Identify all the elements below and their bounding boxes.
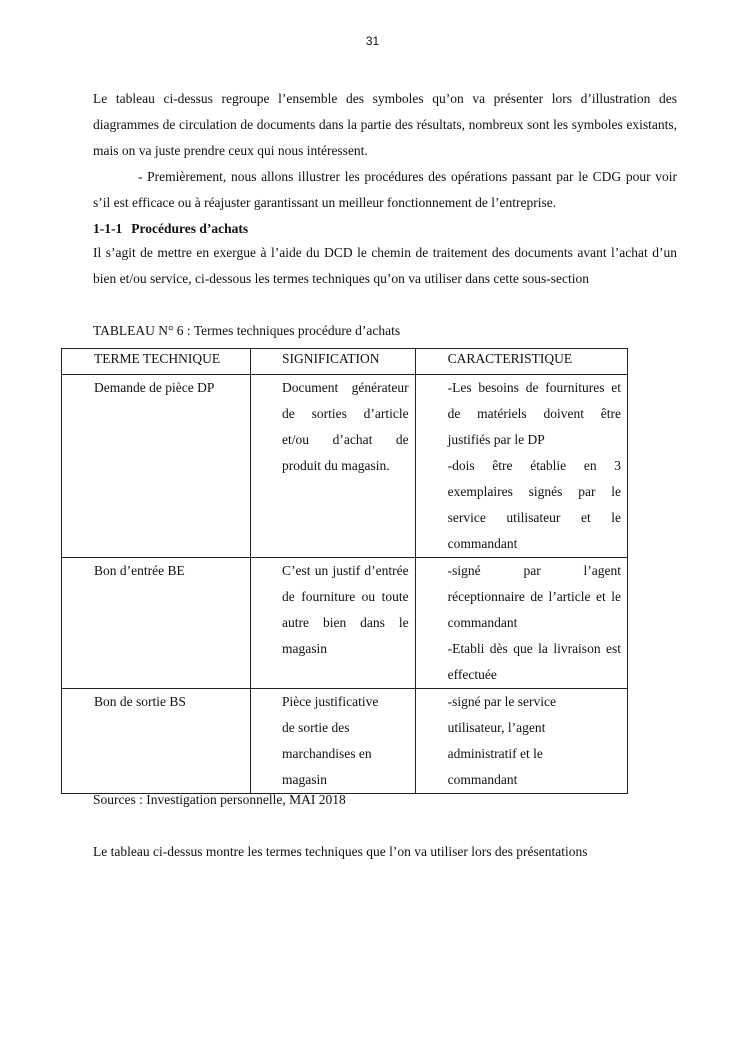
terms-table bbox=[61, 348, 628, 794]
caracteristique-cell bbox=[415, 375, 627, 558]
signification-cell bbox=[251, 689, 416, 794]
table-caption: TABLEAU N° 6 : Termes techniques procédure d’achats bbox=[93, 323, 401, 338]
table-row bbox=[62, 558, 628, 689]
caracteristique-line: commandant bbox=[447, 772, 518, 787]
table-row bbox=[62, 689, 628, 794]
table-row bbox=[62, 375, 628, 558]
page-number: 31 bbox=[365, 34, 380, 48]
caracteristique-line: -dois être établie en 3 exemplaires signés par le service utilisateur et le commandant bbox=[447, 458, 621, 551]
header-signification: SIGNIFICATION bbox=[251, 349, 416, 375]
intro-paragraph: Le tableau ci-dessus regroupe l’ensemble des symboles qu’on va présenter lors d’illustration des diagrammes de circulation de documents dans la partie des résultats, nombreux sont les symboles existants, mais on va juste prendre ceux qui nous intéressent. bbox=[93, 91, 677, 158]
signification-line: de sortie des bbox=[282, 720, 350, 735]
caracteristique-cell bbox=[415, 558, 627, 689]
section-paragraph: Il s’agit de mettre en exergue à l’aide du DCD le chemin de traitement des documents avant l’achat d’un bien et/ou service, ci-dessous les termes techniques qu’on va utiliser dans cette sous-section bbox=[93, 245, 677, 286]
closing-paragraph: Le tableau ci-dessus montre les termes techniques que l’on va utiliser lors des présentations bbox=[93, 844, 588, 859]
header-terme: TERME TECHNIQUE bbox=[62, 349, 251, 375]
caracteristique-line: -Etabli dès que la livraison est effectuée bbox=[447, 641, 621, 682]
section-heading bbox=[93, 217, 248, 241]
section-number: 1-1-1 bbox=[93, 221, 123, 236]
term-cell: Demande de pièce DP bbox=[62, 375, 251, 558]
section-title: Procédures d’achats bbox=[131, 221, 249, 236]
caracteristique-cell bbox=[415, 689, 627, 794]
second-paragraph: - Premièrement, nous allons illustrer les procédures des opérations passant par le CDG pour voir s’il est efficace ou à réajuster garantissant un meilleur fonctionnement de l’entreprise. bbox=[93, 169, 677, 210]
sources-note: Sources : Investigation personnelle, MAI 2018 bbox=[93, 792, 346, 807]
signification-line: Pièce justificative bbox=[282, 694, 379, 709]
caracteristique-line: administratif et le bbox=[447, 746, 543, 761]
caracteristique-line: -signé par le service bbox=[447, 694, 556, 709]
table-header-row bbox=[62, 349, 628, 375]
term-cell: Bon de sortie BS bbox=[62, 689, 251, 794]
signification-line: magasin bbox=[282, 772, 328, 787]
caracteristique-line: -signé par l’agent réceptionnaire de l’article et le commandant bbox=[447, 563, 621, 630]
header-caracteristique: CARACTERISTIQUE bbox=[415, 349, 627, 375]
caracteristique-line: utilisateur, l’agent bbox=[447, 720, 546, 735]
term-cell: Bon d’entrée BE bbox=[62, 558, 251, 689]
caracteristique-line: -Les besoins de fournitures et de matériels doivent être justifiés par le DP bbox=[447, 380, 621, 447]
signification-line: marchandises en bbox=[282, 746, 372, 761]
signification-cell: C’est un justif d’entrée de fourniture ou toute autre bien dans le magasin bbox=[251, 558, 416, 689]
signification-cell: Document générateur de sorties d’article et/ou d’achat de produit du magasin. bbox=[251, 375, 416, 558]
